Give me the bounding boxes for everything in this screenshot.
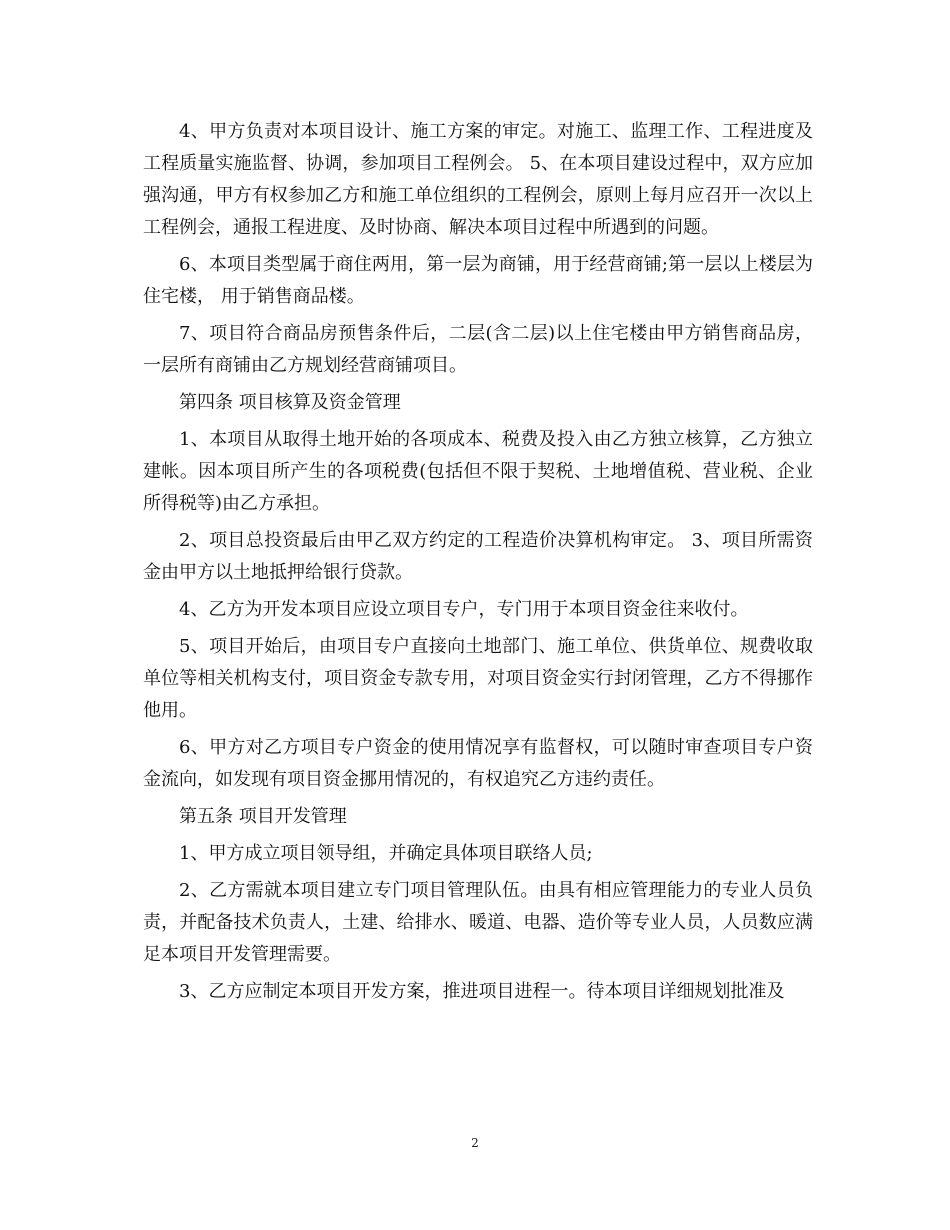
paragraph: 4、甲方负责对本项目设计、施工方案的审定。对施工、监理工作、工程进度及工程质量实施监督、协调，参加项目工程例会。 5、在本项目建设过程中，双方应加强沟通，甲方有权参加乙方和施工单位组织的工程例会，原则上每月应召开一次以上工程例会，通报工程进度、及时协商、解决本项目过程中所遇到的问题。 — [143, 121, 813, 238]
page-number: 2 — [471, 1136, 479, 1150]
paragraph: 6、甲方对乙方项目专户资金的使用情况享有监督权，可以随时审查项目专户资金流向，如发现有项目资金挪用情况的，有权追究乙方违约责任。 — [143, 737, 813, 790]
paragraph: 6、本项目类型属于商住两用，第一层为商铺，用于经营商铺;第一层以上楼层为住宅楼， 用于销售商品楼。 — [143, 254, 813, 307]
section-heading: 第五条 项目开发管理 — [179, 806, 347, 827]
paragraph: 1、本项目从取得土地开始的各项成本、税费及投入由乙方独立核算，乙方独立建帐。因本项目所产生的各项税费(包括但不限于契税、土地增值税、营业税、企业所得税等)由乙方承担。 — [143, 429, 813, 514]
paragraph: 4、乙方为开发本项目应设立项目专户，专门用于本项目资金往来收付。 — [179, 599, 749, 620]
paragraph: 7、项目符合商品房预售条件后，二层(含二层)以上住宅楼由甲方销售商品房，一层所有商铺由乙方规划经营商铺项目。 — [143, 323, 813, 376]
paragraph: 1、甲方成立项目领导组，并确定具体项目联络人员; — [179, 843, 593, 864]
paragraph: 2、项目总投资最后由甲乙双方约定的工程造价决算机构审定。 3、项目所需资金由甲方以土地抵押给银行贷款。 — [143, 530, 813, 583]
document-body — [143, 116, 813, 1013]
section-heading: 第四条 项目核算及资金管理 — [179, 392, 401, 413]
paragraph: 2、乙方需就本项目建立专门项目管理队伍。由具有相应管理能力的专业人员负责，并配备技术负责人，土建、给排水、暖道、电器、造价等专业人员，人员数应满足本项目开发管理需要。 — [143, 880, 813, 965]
paragraph: 5、项目开始后，由项目专户直接向土地部门、施工单位、供货单位、规费收取单位等相关机构支付，项目资金专款专用，对项目资金实行封闭管理，乙方不得挪作他用。 — [143, 636, 813, 721]
paragraph: 3、乙方应制定本项目开发方案，推进项目进程一。待本项目详细规划批准及 — [179, 981, 785, 1002]
